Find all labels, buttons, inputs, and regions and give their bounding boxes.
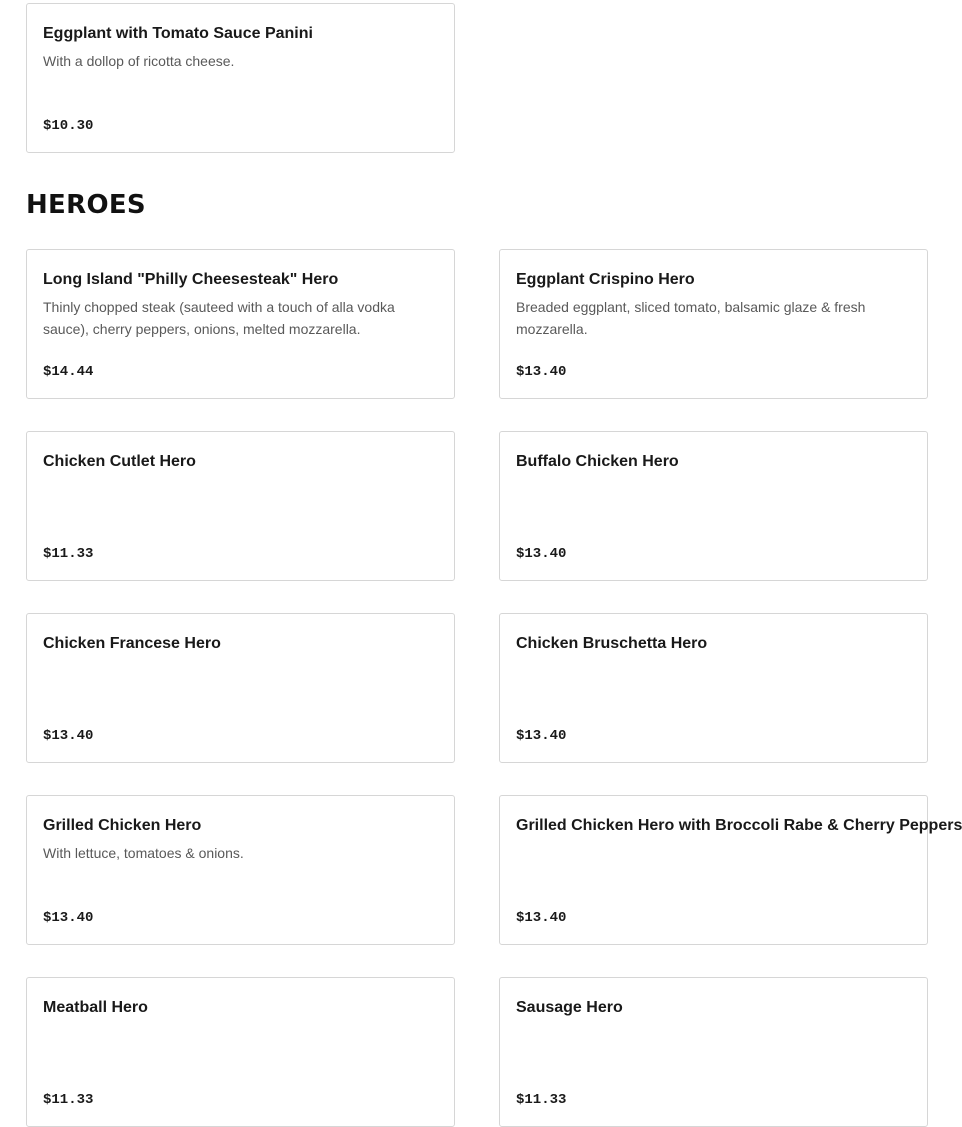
menu-item-card[interactable]	[26, 431, 455, 581]
item-price: $10.30	[43, 118, 94, 134]
item-description: With lettuce, tomatoes & onions.	[43, 845, 244, 861]
menu-item-card[interactable]	[26, 613, 455, 763]
item-name: Eggplant with Tomato Sauce Panini	[43, 25, 313, 42]
item-name: Chicken Francese Hero	[43, 635, 221, 652]
item-description: With a dollop of ricotta cheese.	[43, 53, 235, 69]
item-price: $13.40	[516, 364, 567, 380]
item-price: $13.40	[516, 546, 567, 562]
item-name: Sausage Hero	[516, 999, 623, 1016]
menu-item-card[interactable]	[26, 977, 455, 1127]
item-name: Chicken Bruschetta Hero	[516, 635, 708, 652]
item-price: $14.44	[43, 364, 94, 380]
menu-item-card[interactable]	[26, 249, 455, 399]
menu-item-card[interactable]	[26, 3, 455, 153]
menu-item-card[interactable]	[499, 613, 928, 763]
menu-item-card[interactable]	[499, 431, 928, 581]
item-price: $11.33	[43, 1092, 94, 1108]
item-name: Meatball Hero	[43, 999, 148, 1016]
item-price: $13.40	[516, 728, 567, 744]
item-description: Breaded eggplant, sliced tomato, balsamic glaze & fresh mozzarella.	[516, 299, 866, 337]
menu-item-card[interactable]	[26, 795, 455, 945]
menu-item-card[interactable]	[499, 795, 962, 945]
item-price: $11.33	[43, 546, 94, 562]
item-price: $13.40	[516, 910, 567, 926]
menu-item-card[interactable]	[499, 249, 928, 399]
item-price: $13.40	[43, 728, 94, 744]
item-name: Grilled Chicken Hero	[43, 817, 202, 834]
menu-item-card[interactable]	[499, 977, 928, 1127]
item-name: Long Island "Philly Cheesesteak" Hero	[43, 271, 339, 288]
item-description: Thinly chopped steak (sauteed with a touch of alla vodka sauce), cherry peppers, onions, melted mozzarella.	[43, 299, 395, 337]
item-price: $11.33	[516, 1092, 567, 1108]
section-heading-heroes: HEROES	[26, 190, 146, 220]
item-name: Buffalo Chicken Hero	[516, 453, 679, 470]
item-name: Eggplant Crispino Hero	[516, 271, 695, 288]
item-price: $13.40	[43, 910, 94, 926]
item-name: Grilled Chicken Hero with Broccoli Rabe & Cherry Peppers	[516, 817, 962, 834]
item-name: Chicken Cutlet Hero	[43, 453, 196, 470]
